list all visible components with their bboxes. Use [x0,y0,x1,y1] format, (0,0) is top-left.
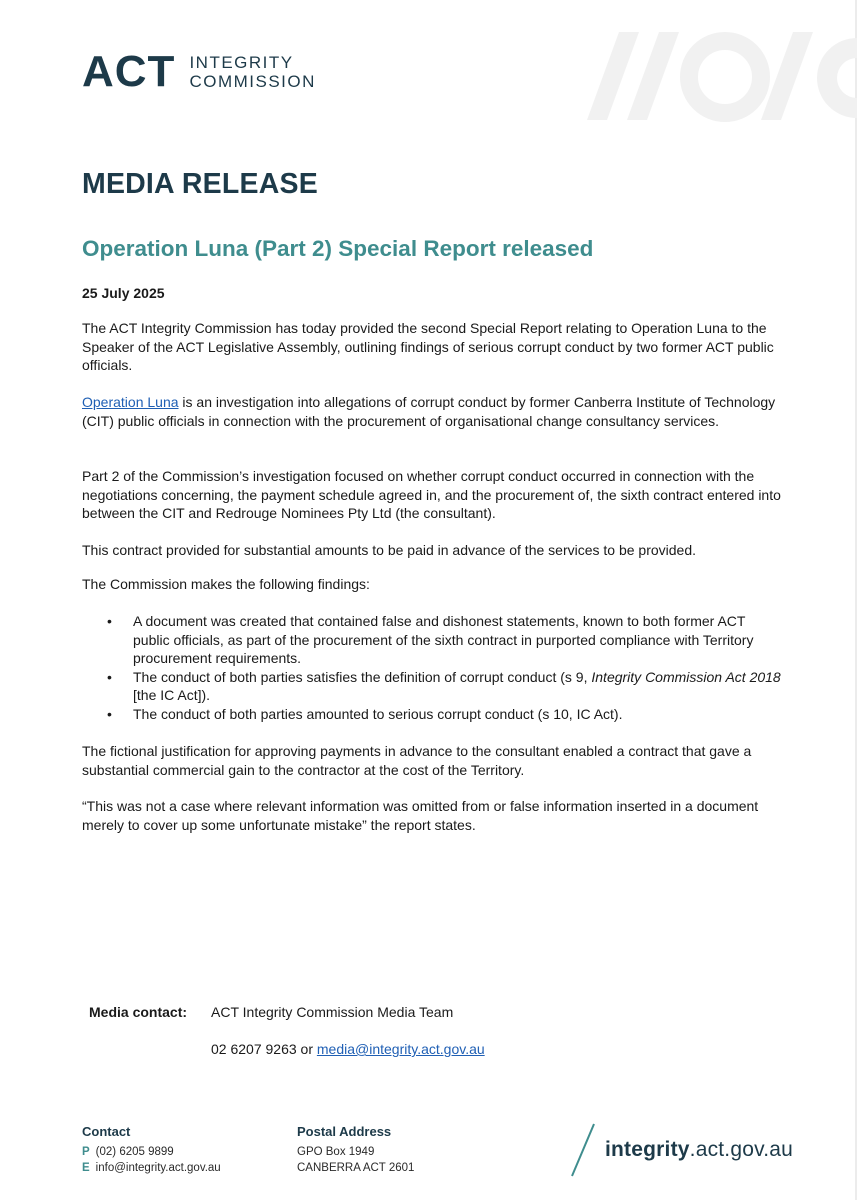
paragraph-operation-luna-text: is an investigation into allegations of corrupt conduct by former Canberra Institute of Technology (CIT) public officials in connection with the procurement of organisational change consultancy services. [82,394,776,429]
website-bold: integrity [605,1138,690,1161]
media-contact-label: Media contact: [89,1004,188,1020]
footer-phone-number: (02) 6205 9899 [95,1146,174,1158]
footer-postal-line1: GPO Box 1949 [297,1146,375,1158]
finding-text: The conduct of both parties amounted to serious corrupt conduct (s 10, IC Act). [133,705,623,722]
finding-text-end: [the IC Act]). [133,687,211,703]
footer-email [82,1162,221,1174]
finding-item [82,612,782,668]
media-contact-team: ACT Integrity Commission Media Team [211,1004,454,1020]
footer-contact-heading: Contact [82,1124,131,1139]
logo-line-commission: COMMISSION [189,72,316,91]
logo-subtitle [189,53,315,91]
phone-key: P [82,1146,90,1158]
finding-item [82,705,782,724]
media-contact-phone: 02 6207 9263 or [211,1041,317,1057]
deco-half-ring [817,38,857,118]
deco-slash-2 [627,32,679,120]
finding-text: The conduct of both parties satisfies the definition of corrupt conduct (s 9, [133,668,592,685]
footer-postal-line2: CANBERRA ACT 2601 [297,1162,415,1174]
paragraph-justification: The fictional justification for approving payments in advance to the consultant enabled a contract that gave a substantial commercial gain to the contractor at the cost of the Territory. [82,743,752,778]
paragraph-quote: “This was not a case where relevant information was omitted from or false information inserted in a document merely to cover up some unfortunate mistake” the report states. [82,798,759,833]
paragraph-contract: This contract provided for substantial amounts to be paid in advance of the services to be provided. [82,542,697,558]
website-domain: .act.gov.au [689,1138,794,1161]
paragraph-operation-luna [82,393,782,430]
media-contact-details [211,1041,485,1057]
release-date: 25 July 2025 [82,285,165,301]
paragraph-part2-focus: Part 2 of the Commission’s investigation focused on whether corrupt conduct occurred in connection with the negotiations concerning, the payment schedule agreed in, and the procurement of, the sixth contract entered into between the CIT and Redrouge Nominees Pty Ltd (the consultant). [82,468,781,521]
logo-act: ACT [82,47,176,96]
release-subtitle: Operation Luna (Part 2) Special Report released [82,236,594,261]
logo-line-integrity: INTEGRITY [189,53,294,72]
header-decoration-graphic [577,32,857,122]
finding-item [82,668,782,705]
bullet: • [107,705,112,722]
paragraph-findings-intro: The Commission makes the following findings: [82,576,370,592]
bullet: • [107,613,112,629]
finding-text: A document was created that contained false and dishonest statements, known to both former ACT public officials, as part of the procurement of the sixth contract in purported compliance with Territory procurement requirements. [133,613,754,666]
bullet: • [107,668,112,685]
operation-luna-link[interactable]: Operation Luna [82,394,179,410]
findings-list [82,612,782,723]
footer-phone [82,1146,174,1158]
footer-postal-heading: Postal Address [297,1124,392,1139]
footer-website [605,1138,793,1162]
paragraph-intro: The ACT Integrity Commission has today provided the second Special Report relating to Operation Luna to the Speaker of the ACT Legislative Assembly, outlining findings of serious corrupt conduct by two former ACT public officials. [82,320,774,373]
email-key: E [82,1162,90,1174]
footer-email-address: info@integrity.act.gov.au [95,1162,221,1174]
page-title: MEDIA RELEASE [82,168,318,200]
deco-ring [689,41,761,113]
act-name: Integrity Commission Act 2018 [591,668,781,685]
footer-slash-icon [568,1122,598,1178]
deco-slash-1 [587,32,639,120]
media-email-link[interactable]: media@integrity.act.gov.au [316,1041,485,1057]
commission-logo [82,47,316,96]
